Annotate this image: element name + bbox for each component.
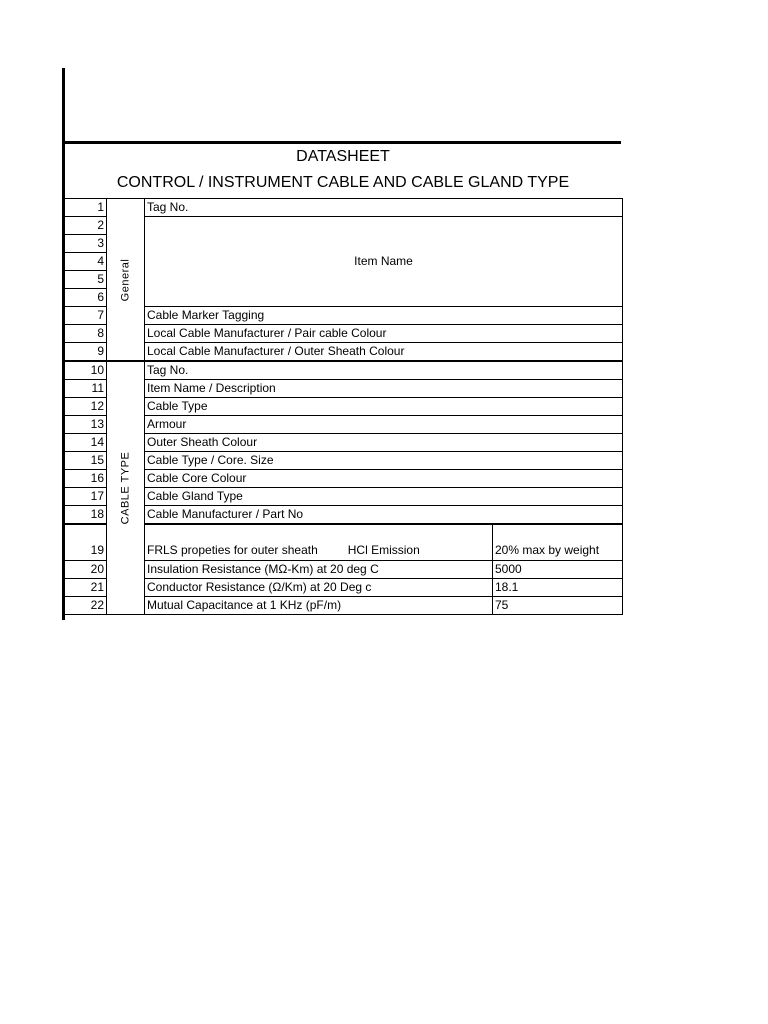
row-label: Cable Core Colour bbox=[145, 470, 623, 488]
row-number: 8 bbox=[65, 325, 107, 343]
row-label bbox=[145, 524, 493, 561]
row-value: 5000 bbox=[493, 561, 623, 579]
row-label: Outer Sheath Colour bbox=[145, 434, 623, 452]
datasheet-table bbox=[64, 198, 623, 615]
row-label: Conductor Resistance (Ω/Km) at 20 Deg c bbox=[145, 579, 493, 597]
row-number: 16 bbox=[65, 470, 107, 488]
row-label: Tag No. bbox=[145, 361, 623, 380]
table-row bbox=[65, 488, 623, 506]
table-row bbox=[65, 506, 623, 525]
table-row bbox=[65, 325, 623, 343]
row-value: 20% max by weight bbox=[493, 524, 623, 561]
row-sublabel: HCl Emission bbox=[347, 543, 420, 557]
table-row bbox=[65, 524, 623, 561]
table-row bbox=[65, 380, 623, 398]
row-label: Item Name / Description bbox=[145, 380, 623, 398]
row-number: 21 bbox=[65, 579, 107, 597]
row-number: 13 bbox=[65, 416, 107, 434]
row-number: 15 bbox=[65, 452, 107, 470]
row-label: Local Cable Manufacturer / Pair cable Colour bbox=[145, 325, 623, 343]
row-number: 20 bbox=[65, 561, 107, 579]
section-cable-type bbox=[107, 361, 145, 615]
table-row bbox=[65, 398, 623, 416]
row-number: 19 bbox=[65, 524, 107, 561]
row-number: 1 bbox=[65, 199, 107, 217]
row-number: 11 bbox=[65, 380, 107, 398]
row-number: 3 bbox=[65, 235, 107, 253]
section-label-cable-type: CABLE TYPE bbox=[119, 451, 131, 525]
page-subtitle: CONTROL / INSTRUMENT CABLE AND CABLE GLAND TYPE bbox=[116, 174, 570, 191]
row-label: Local Cable Manufacturer / Outer Sheath Colour bbox=[145, 343, 623, 362]
section-general bbox=[107, 199, 145, 362]
row-number: 7 bbox=[65, 307, 107, 325]
page-title: DATASHEET bbox=[296, 148, 390, 165]
item-name-cell: Item Name bbox=[145, 217, 623, 307]
row-number: 6 bbox=[65, 289, 107, 307]
table-row bbox=[65, 361, 623, 380]
row-number: 14 bbox=[65, 434, 107, 452]
table-row bbox=[65, 199, 623, 217]
table-row bbox=[65, 343, 623, 362]
row-label: Insulation Resistance (MΩ-Km) at 20 deg C bbox=[145, 561, 493, 579]
row-value: 75 bbox=[493, 597, 623, 615]
row-number: 10 bbox=[65, 361, 107, 380]
row-label-text: FRLS propeties for outer sheath bbox=[147, 543, 318, 557]
row-number: 9 bbox=[65, 343, 107, 362]
row-label: Cable Manufacturer / Part No bbox=[145, 506, 623, 525]
table-row bbox=[65, 416, 623, 434]
row-label: Cable Marker Tagging bbox=[145, 307, 623, 325]
row-number: 4 bbox=[65, 253, 107, 271]
row-label: Tag No. bbox=[145, 199, 623, 217]
table-row bbox=[65, 561, 623, 579]
row-label: Mutual Capacitance at 1 KHz (pF/m) bbox=[145, 597, 493, 615]
row-number: 22 bbox=[65, 597, 107, 615]
table-row bbox=[65, 470, 623, 488]
section-label-general: General bbox=[119, 258, 131, 301]
row-label: Armour bbox=[145, 416, 623, 434]
row-number: 18 bbox=[65, 506, 107, 525]
row-number: 5 bbox=[65, 271, 107, 289]
table-row bbox=[65, 217, 623, 235]
row-label: Cable Gland Type bbox=[145, 488, 623, 506]
table-row bbox=[65, 579, 623, 597]
table-row bbox=[65, 597, 623, 615]
row-label: Cable Type / Core. Size bbox=[145, 452, 623, 470]
row-number: 17 bbox=[65, 488, 107, 506]
row-number: 2 bbox=[65, 217, 107, 235]
table-row bbox=[65, 307, 623, 325]
table-row bbox=[65, 452, 623, 470]
row-label: Cable Type bbox=[145, 398, 623, 416]
header-rule bbox=[62, 141, 621, 144]
row-value: 18.1 bbox=[493, 579, 623, 597]
table-row bbox=[65, 434, 623, 452]
row-number: 12 bbox=[65, 398, 107, 416]
